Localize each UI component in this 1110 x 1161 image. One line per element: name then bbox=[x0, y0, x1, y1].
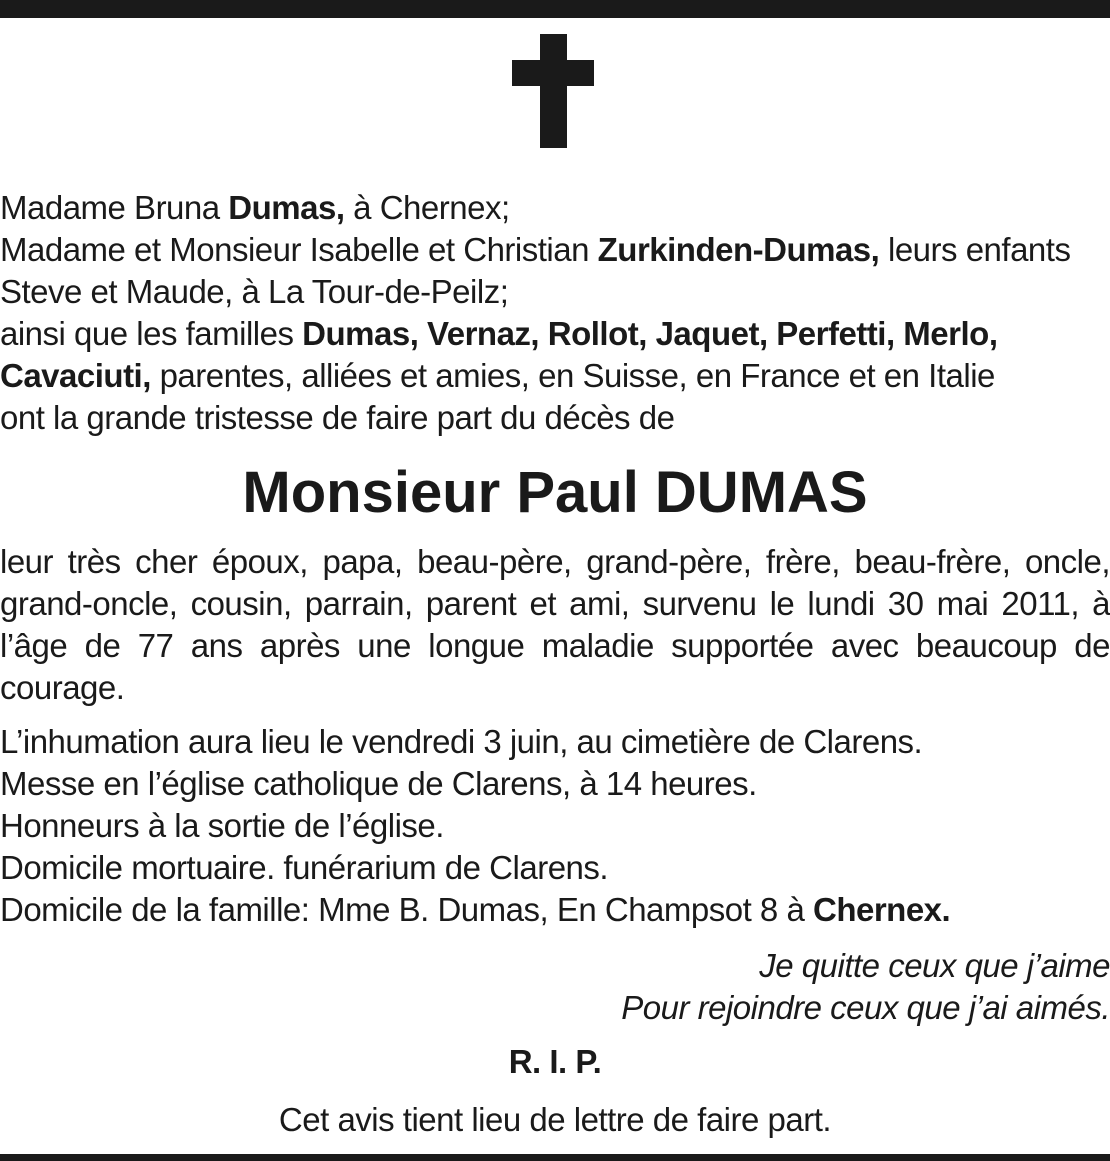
family-line-5: Cavaciuti, parentes, alliées et amies, en Suisse, en France et en Italie bbox=[0, 357, 995, 394]
family-line-6: ont la grande tristesse de faire part du décès de bbox=[0, 399, 675, 436]
obituary-body bbox=[0, 187, 1110, 1141]
closing-note: Cet avis tient lieu de lettre de faire part. bbox=[278, 1101, 832, 1138]
bottom-border-rule bbox=[0, 1154, 1110, 1161]
family-line-3: Steve et Maude, à La Tour-de-Peilz; bbox=[0, 273, 509, 310]
cross-icon bbox=[512, 34, 594, 148]
deceased-name: Monsieur Paul DUMAS bbox=[242, 460, 868, 525]
rip-text: R. I. P. bbox=[508, 1043, 602, 1080]
family-address-line: Domicile de la famille: Mme B. Dumas, En Champsot 8 à Chernex. bbox=[0, 891, 951, 928]
family-line-1: Madame Bruna Dumas, à Chernex; bbox=[0, 189, 510, 226]
quote: Je quitte ceux que j’aime Pour rejoindre ceux que j’ai aimés. bbox=[621, 947, 1110, 1026]
mortuary-line: Domicile mortuaire. funérarium de Clarens. bbox=[0, 849, 609, 886]
funeral-arrangements bbox=[0, 721, 1110, 931]
top-border-rule bbox=[0, 0, 1110, 18]
description-paragraph: leur très cher époux, papa, beau-père, grand-père, frère, beau-frère, oncle, grand-oncle, cousin, parrain, parent et ami, survenu le lundi 30 mai 2011, à l’âge de 77 ans après une longue maladie supportée avec beaucoup de courage. bbox=[0, 543, 1110, 706]
mass-line: Messe en l’église catholique de Clarens, à 14 heures. bbox=[0, 765, 757, 802]
burial-line: L’inhumation aura lieu le vendredi 3 juin, au cimetière de Clarens. bbox=[0, 723, 923, 760]
family-line-2: Madame et Monsieur Isabelle et Christian Zurkinden-Dumas, leurs enfants bbox=[0, 231, 1071, 268]
honours-line: Honneurs à la sortie de l’église. bbox=[0, 807, 444, 844]
family-line-4: ainsi que les familles Dumas, Vernaz, Rollot, Jaquet, Perfetti, Merlo, bbox=[0, 315, 998, 352]
family-announcement bbox=[0, 187, 1110, 439]
